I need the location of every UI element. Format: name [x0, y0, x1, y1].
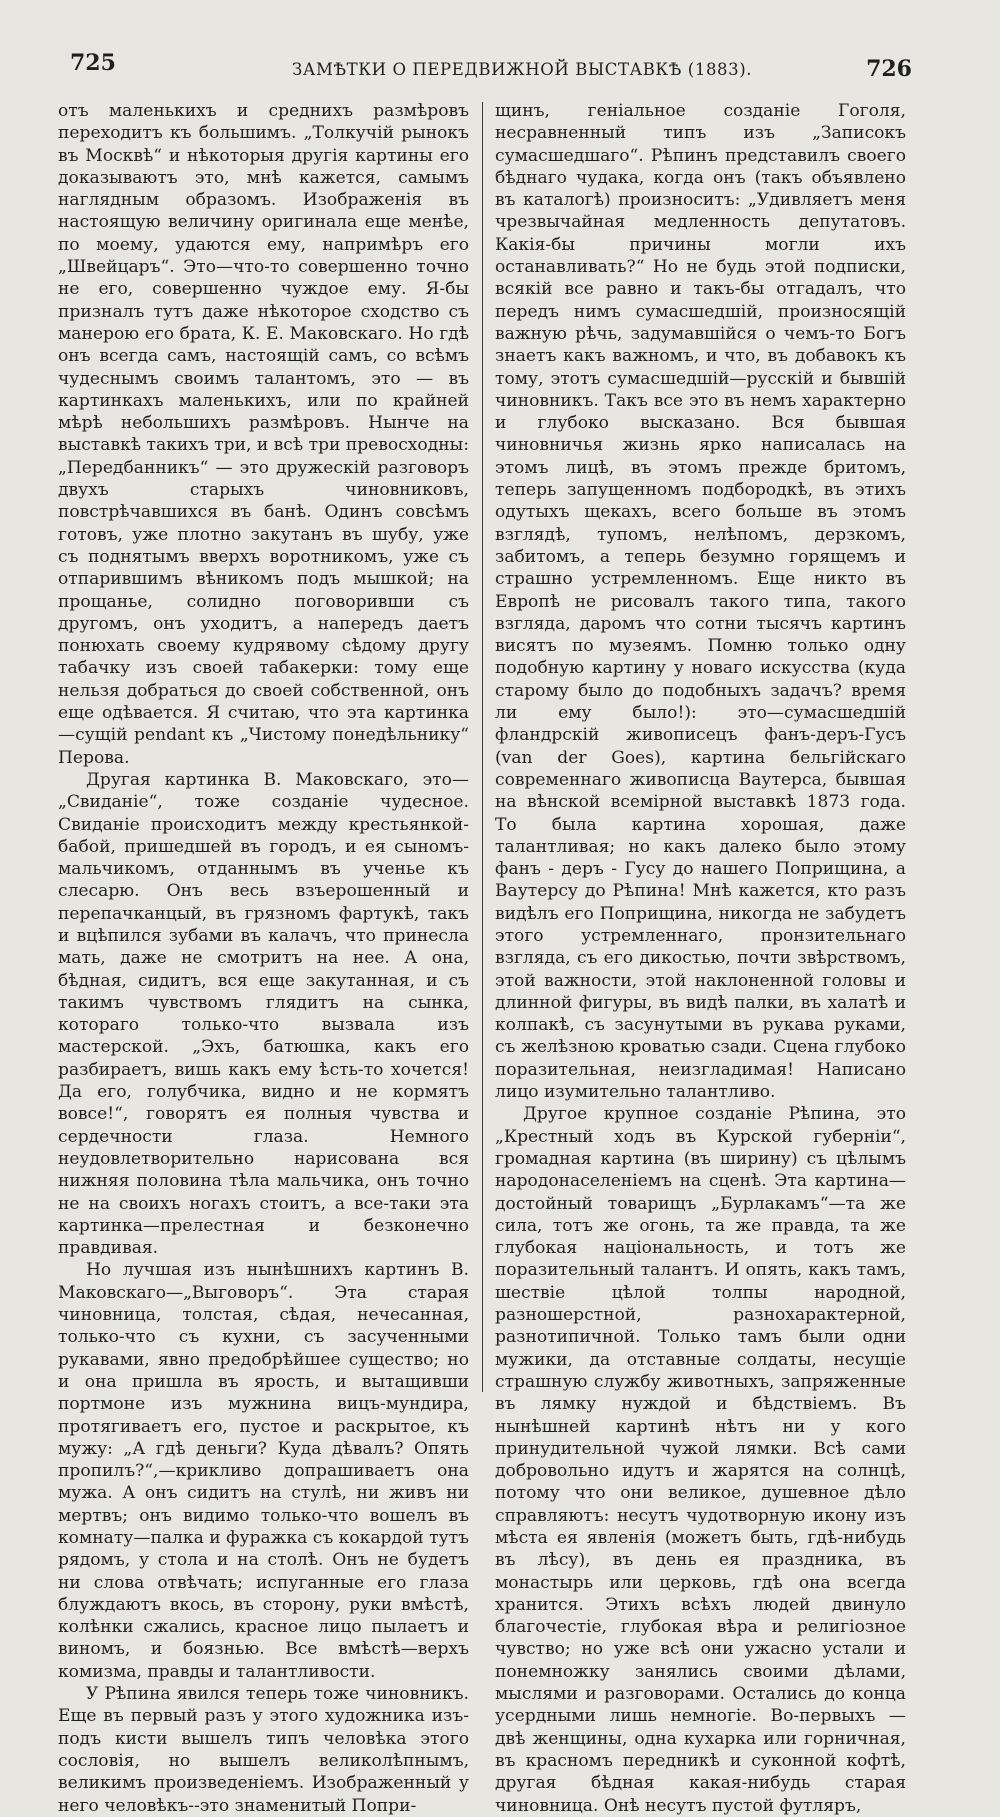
- paragraph: отъ маленькихъ и среднихъ размѣровъ переходитъ къ большимъ. „Толкучій рынокъ въ Москвѣ“ и нѣкоторыя другія картины его доказываютъ это, мнѣ кажется, самымъ наглядным образомъ. Изображенія въ настоящую величину оригинала еще менѣе, по моему, удаются ему, напримѣръ его „Швейцаръ“. Это—что-то совершенно точно не его, совершенно чуждое ему. Я-бы призналъ тутъ даже нѣкоторое сходство съ манерою его брата, К. Е. Маковскаго. Но гдѣ онъ всегда самъ, настоящій самъ, со всѣмъ чудеснымъ своимъ талантомъ, это — въ картинкахъ маленькихъ, или по крайней мѣрѣ небольшихъ размѣровъ. Нынче на выставкѣ такихъ три, и всѣ три превосходны: „Передбанникъ“ — это дружескій разговоръ двухъ старыхъ чиновниковъ, повстрѣчавшихся въ банѣ. Одинъ совсѣмъ готовъ, уже плотно закутанъ въ шубу, уже съ поднятымъ вверхъ воротникомъ, уже съ отпарившимъ вѣникомъ подъ мышкой; на прощанье, солидно поговоривши съ другомъ, онъ уходитъ, а напередъ даетъ понюхать своему кудрявому сѣдому другу табачку изъ своей табакерки: тому еще нельзя добраться до своей собственной, онъ еще одѣвается. Я считаю, что эта картинка—сущій pendant къ „Чистому понедѣльнику“ Перова.: [58, 101, 469, 768]
- paragraph: щинъ, геніальное созданіе Гоголя, несравненный типъ изъ „Записокъ сумасшедшаго“. Рѣпинъ представилъ своего бѣднаго чудака, когда онъ (такъ объявлено въ каталогѣ) произноситъ: „Удивляетъ меня чрезвычайная медленность депутатовъ. Какія-бы причины могли ихъ останавливать?“ Но не будь этой подписки, всякій все равно и такъ-бы отгадалъ, что передъ нимъ сумасшедшій, произносящій важную рѣчь, задумавшійся о чемъ-то Богъ знаетъ какъ важномъ, и что, въ добавокъ къ тому, этотъ сумасшедшій—русскій и бывшій чиновникъ. Такъ все это въ немъ характерно и глубоко высказано. Вся бывшая чиновничья жизнь ярко написалась на этомъ лицѣ, въ этомъ прежде бритомъ, теперь запущенномъ подбородкѣ, въ этихъ одутыхъ щекахъ, всего больше въ этомъ взглядѣ, тупомъ, нелѣпомъ, дерзкомъ, забитомъ, а теперь безумно горящемъ и страшно устремленномъ. Еще никто въ Европѣ не рисовалъ такого типа, такого взгляда, даромъ что сотни тысячъ картинъ висятъ по музеямъ. Помню только одну подобную картину у новаго искусства (куда старому было до подобныхъ задачъ? время ли ему было!): это—сумасшедшій фландрскій живописецъ фанъ-деръ-Гусъ (van der Goes), картина бельгійскаго современнаго живописца Ваутерса, бывшая на вѣнской всемірной выставкѣ 1873 года. То была картина хорошая, даже талантливая; но какъ далеко было этому фанъ - деръ - Гусу до нашего Поприщина, а Ваутерсу до Рѣпина! Мнѣ кажется, кто разъ видѣлъ его Поприщина, никогда не забудетъ этого устремленнаго, пронзительнаго взгляда, съ его дикостью, почти звѣрствомъ, этой важности, этой наклоненной головы и длинной фигуры, въ видѣ палки, въ халатѣ и колпакѣ, съ засунутыми въ рукава руками, съ желѣзною кроватью сзади. Сцена глубоко поразительная, неизгладимая! Написано лицо изумительно талантливо.: [495, 101, 906, 1103]
- column-divider: [482, 102, 483, 1392]
- page-number-right: 726: [866, 56, 912, 82]
- left-column: [58, 100, 469, 1816]
- paragraph: Другое крупное созданіе Рѣпина, это „Крестный ходъ въ Курской губерніи“, громадная картина (въ ширину) съ цѣлымъ народонаселеніемъ на сценѣ. Эта картина—достойный товарищъ „Бурлакамъ“—та же сила, тотъ же огонь, та же правда, та же глубокая національность, и тотъ же поразительный талантъ. И опять, какъ тамъ, шествіе цѣлой толпы народной, разношерстной, разнохарактерной, разнотипичной. Только тамъ были одни мужики, да отставные солдаты, несущіе страшную службу животныхъ, запряженные въ лямку нуждой и бѣдствіемъ. Въ нынѣшней картинѣ нѣтъ ни у кого принудительной чужой лямки. Всѣ сами добровольно идутъ и жарятся на солнцѣ, потому что они великое, душевное дѣло справляютъ: несутъ чудотворную икону изъ мѣста ея явленія (можетъ быть, гдѣ-нибудь въ лѣсу), въ день ея праздника, въ монастырь или церковь, гдѣ она всегда хранится. Этихъ всѣхъ людей двинуло благочестіе, глубокая вѣра и религіозное чувство; но уже всѣ они ужасно устали и понемножку занялись своими дѣлами, мыслями и разговорами. Остались до конца усердными лишь немногіе. Во-первыхъ — двѣ женщины, одна кухарка или горничная, въ красномъ передникѣ и суконной кофтѣ, другая бѣдная какая-нибудь старая чиновница. Онѣ несутъ пустой футляръ,: [495, 1104, 906, 1816]
- paragraph: Но лучшая изъ нынѣшнихъ картинъ В. Маковскаго—„Выговоръ“. Эта старая чиновница, толстая, сѣдая, нечесанная, только-что съ кухни, съ засученными рукавами, явно предобрѣйшее существо; но и она пришла въ ярость, и вытащивши портмоне изъ мужнина вицъ-мундира, протягиваетъ его, пустое и раскрытое, къ мужу: „А гдѣ деньги? Куда дѣвалъ? Опять пропилъ?“,—крикливо допрашиваетъ она мужа. А онъ сидитъ на стулѣ, ни живъ ни мертвъ; онъ видимо только-что вошелъ въ комнату—палка и фуражка съ кокардой тутъ рядомъ, у стола и на столѣ. Онъ не будетъ ни слова отвѣчать; испуганные его глаза блуждаютъ вкось, въ сторону, руки вмѣстѣ, колѣнки сжались, красное лицо пылаетъ и виномъ, и боязнью. Все вмѣстѣ—верхъ комизма, правды и талантливости.: [58, 1260, 469, 1682]
- running-title: ЗАМѢТКИ О ПЕРЕДВИЖНОЙ ВЫСТАВКѢ (1883).: [292, 60, 753, 79]
- page-number-left: 725: [70, 50, 116, 76]
- paragraph: У Рѣпина явился теперь тоже чиновникъ. Еще въ первый разъ у этого художника изъ-подъ кисти вышелъ типъ человѣка этого сословія, но вышелъ великолѣпнымъ, великимъ произведеніемъ. Изображенный у него человѣкъ--это знаменитый Попри-: [58, 1684, 469, 1816]
- page-header: [0, 0, 1000, 92]
- paragraph: Другая картинка В. Маковскаго, это—„Свиданіе“, тоже созданіе чудесное. Свиданіе происходитъ между крестьянкой-бабой, пришедшей въ городъ, и ея сыномъ-мальчикомъ, отданнымъ въ ученье къ слесарю. Онъ весь взъерошенный и перепачканцый, въ грязномъ фартукѣ, такъ и вцѣпился зубами въ калачъ, что принесла мать, даже не смотритъ на нее. А она, бѣдная, сидитъ, вся еще закутанная, и съ такимъ чувствомъ глядитъ на сынка, котораго только-что вызвала изъ мастерской. „Эхъ, батюшка, какъ его разбираетъ, вишь какъ ему ѣсть-то хочется! Да его, голубчика, видно и не кормятъ вовсе!“, говорятъ ея полныя чувства и сердечности глаза. Немного неудовлетворительно нарисована вся нижняя половина тѣла мальчика, онъ точно не на своихъ ногахъ стоитъ, а все-таки эта картинка—прелестная и безконечно правдивая.: [58, 769, 469, 1259]
- right-column: [495, 100, 906, 1816]
